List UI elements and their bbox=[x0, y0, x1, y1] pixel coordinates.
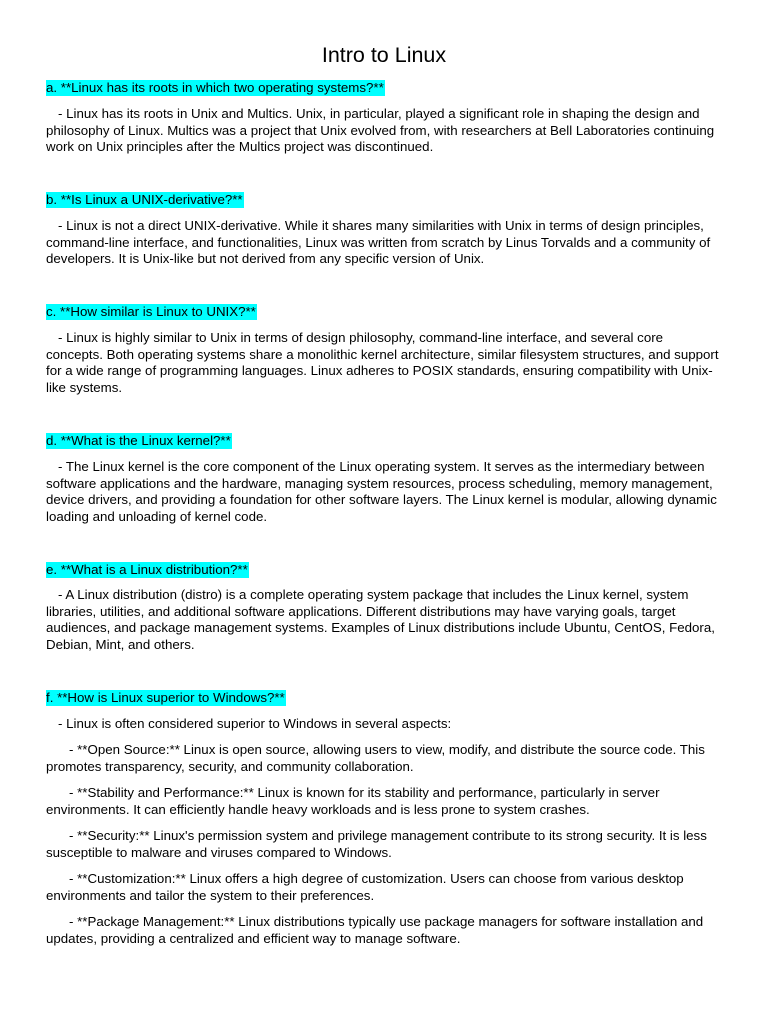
question-f bbox=[46, 690, 286, 707]
question-b-highlight: b. **Is Linux a UNIX-derivative?** bbox=[46, 192, 243, 207]
answer-d: - The Linux kernel is the core component of the Linux operating system. It serves as the intermediary between software applications and the hardware, managing system resources, process scheduling, memory management, device drivers, and providing a foundation for other software layers. The Linux kernel is modular, allowing dynamic loading and unloading of kernel code. bbox=[46, 459, 717, 524]
question-e bbox=[46, 562, 249, 579]
question-a bbox=[46, 80, 385, 97]
question-b bbox=[46, 192, 244, 209]
answer-f-point-customization: - **Customization:** Linux offers a high degree of customization. Users can choose from various desktop environments and tailor the system to their preferences. bbox=[46, 871, 684, 903]
answer-f-point-security: - **Security:** Linux's permission system and privilege management contribute to its strong security. It is less susceptible to malware and viruses compared to Windows. bbox=[46, 828, 707, 860]
question-a-highlight: a. **Linux has its roots in which two operating systems?** bbox=[46, 80, 384, 95]
question-e-highlight: e. **What is a Linux distribution?** bbox=[46, 562, 248, 577]
page-title: Intro to Linux bbox=[321, 43, 447, 67]
question-d-highlight: d. **What is the Linux kernel?** bbox=[46, 433, 231, 448]
answer-a: - Linux has its roots in Unix and Multics. Unix, in particular, played a significant role in shaping the design and philosophy of Linux. Multics was a project that Unix evolved from, with researchers at Bell Laboratories continuing work on Unix principles after the Multics project was discontinued. bbox=[46, 106, 715, 155]
answer-e: - A Linux distribution (distro) is a complete operating system package that includes the Linux kernel, system libraries, utilities, and additional software applications. Different distributions may have varying goals, target audiences, and package management systems. Examples of Linux distributions include Ubuntu, CentOS, Fedora, Debian, Mint, and others. bbox=[46, 587, 715, 652]
answer-b: - Linux is not a direct UNIX-derivative. While it shares many similarities with Unix in terms of design principles, command-line interface, and functionalities, Linux was written from scratch by Linus Torvalds and a community of developers. It is Unix-like but not derived from any specific version of Unix. bbox=[46, 218, 711, 267]
answer-f-point-package-management: - **Package Management:** Linux distributions typically use package managers for software installation and updates, providing a centralized and efficient way to manage software. bbox=[46, 914, 704, 946]
question-c-highlight: c. **How similar is Linux to UNIX?** bbox=[46, 304, 256, 319]
answer-c: - Linux is highly similar to Unix in terms of design philosophy, command-line interface, and several core concepts. Both operating systems share a monolithic kernel architecture, similar filesystem structures, and support for a wide range of programming languages. Linux adheres to POSIX standards, ensuring compatibility with Unix-like systems. bbox=[46, 330, 719, 395]
question-f-highlight: f. **How is Linux superior to Windows?** bbox=[46, 690, 285, 705]
question-c bbox=[46, 304, 257, 321]
answer-f-point-stability: - **Stability and Performance:** Linux is known for its stability and performance, particularly in server environments. It can efficiently handle heavy workloads and is less prone to system crashes. bbox=[46, 785, 660, 817]
question-d bbox=[46, 433, 232, 450]
answer-f-point-open-source: - **Open Source:** Linux is open source, allowing users to view, modify, and distribute the source code. This promotes transparency, security, and community collaboration. bbox=[46, 742, 705, 774]
answer-f-intro: - Linux is often considered superior to Windows in several aspects: bbox=[58, 716, 452, 731]
